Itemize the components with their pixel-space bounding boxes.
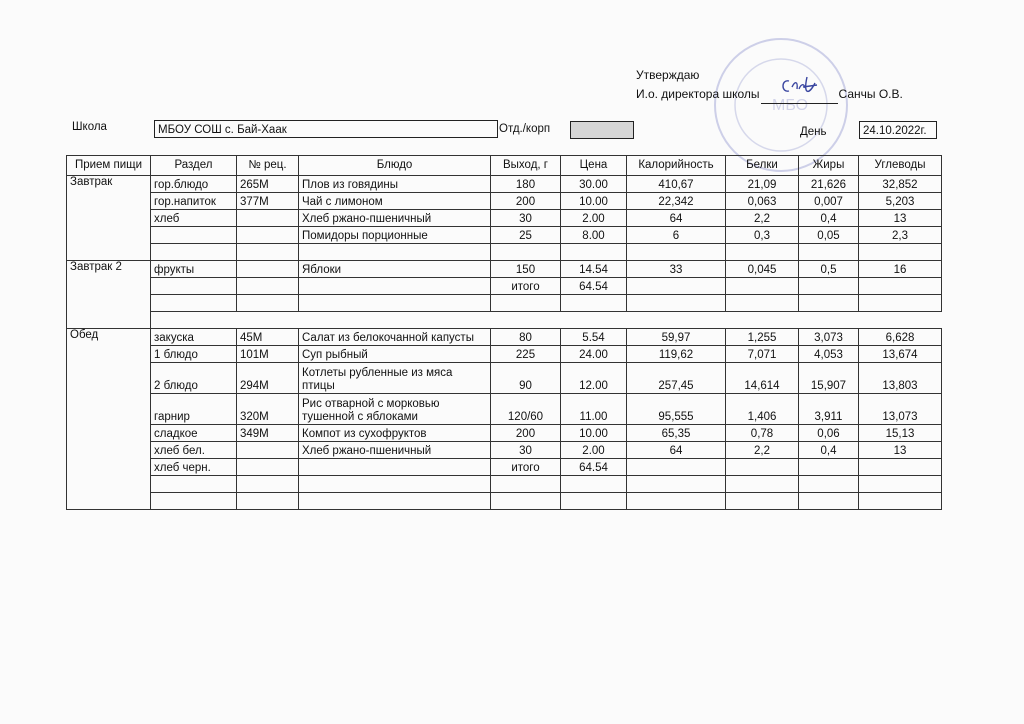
cell-price: 11.00 — [561, 394, 627, 425]
cell-price: 14.54 — [561, 261, 627, 278]
table-row — [67, 227, 942, 244]
table-row — [67, 329, 942, 346]
cell-calories: 59,97 — [627, 329, 726, 346]
cell-carbs: 2,3 — [859, 227, 942, 244]
cell-dish: Рис отварной с морковью тушенной с яблоками — [299, 394, 491, 425]
cell-recipe: 265М — [237, 176, 299, 193]
table-row-empty — [67, 312, 942, 329]
cell-yield: 180 — [491, 176, 561, 193]
col-section: Раздел — [151, 156, 237, 176]
cell-price: 10.00 — [561, 193, 627, 210]
cell-carbs: 13,073 — [859, 394, 942, 425]
cell-fat: 0,4 — [799, 210, 859, 227]
cell-price: 2.00 — [561, 442, 627, 459]
cell-section: сладкое — [151, 425, 237, 442]
table-row — [67, 193, 942, 210]
cell-protein: 7,071 — [726, 346, 799, 363]
svg-text:МБО: МБО — [772, 97, 809, 114]
col-yield: Выход, г — [491, 156, 561, 176]
cell-section: хлеб — [151, 210, 237, 227]
cell-protein: 0,78 — [726, 425, 799, 442]
cell-dish: Хлеб ржано-пшеничный — [299, 442, 491, 459]
cell-recipe: 45М — [237, 329, 299, 346]
cell-recipe — [237, 261, 299, 278]
cell-calories: 64 — [627, 210, 726, 227]
meal-breakfast-2: Завтрак 2 — [67, 261, 151, 329]
cell-fat: 3,073 — [799, 329, 859, 346]
school-field: МБОУ СОШ с. Бай-Хаак — [154, 120, 498, 138]
cell-section: хлеб бел. — [151, 442, 237, 459]
cell-dish: Помидоры порционные — [299, 227, 491, 244]
col-calories: Калорийность — [627, 156, 726, 176]
cell-price: 8.00 — [561, 227, 627, 244]
cell-protein: 1,406 — [726, 394, 799, 425]
cell-carbs: 15,13 — [859, 425, 942, 442]
cell-price: 10.00 — [561, 425, 627, 442]
cell-dish: Яблоки — [299, 261, 491, 278]
total-value: 64.54 — [561, 278, 627, 295]
table-row-empty — [67, 244, 942, 261]
cell-calories: 64 — [627, 442, 726, 459]
cell-dish: Котлеты рубленные из мяса птицы — [299, 363, 491, 394]
approval-block — [636, 66, 903, 104]
cell-dish: Хлеб ржано-пшеничный — [299, 210, 491, 227]
table-row — [67, 210, 942, 227]
cell-calories: 257,45 — [627, 363, 726, 394]
cell-protein: 0,045 — [726, 261, 799, 278]
cell-yield: 200 — [491, 193, 561, 210]
col-recipe: № рец. — [237, 156, 299, 176]
cell-yield: 30 — [491, 210, 561, 227]
cell-recipe: 349М — [237, 425, 299, 442]
cell-protein: 21,09 — [726, 176, 799, 193]
cell-calories: 22,342 — [627, 193, 726, 210]
cell-carbs: 13 — [859, 210, 942, 227]
cell-carbs: 13,803 — [859, 363, 942, 394]
cell-recipe: 101М — [237, 346, 299, 363]
cell-recipe: 294М — [237, 363, 299, 394]
signature-icon — [779, 73, 819, 97]
total-value: 64.54 — [561, 459, 627, 476]
cell-fat: 0,4 — [799, 442, 859, 459]
cell-yield: 80 — [491, 329, 561, 346]
cell-protein: 2,2 — [726, 210, 799, 227]
cell-price: 5.54 — [561, 329, 627, 346]
cell-recipe — [237, 210, 299, 227]
cell-section: закуска — [151, 329, 237, 346]
table-row — [67, 261, 942, 278]
cell-section: 2 блюдо — [151, 363, 237, 394]
meal-breakfast: Завтрак — [67, 176, 151, 261]
cell-yield: 90 — [491, 363, 561, 394]
cell-fat: 0,5 — [799, 261, 859, 278]
cell-recipe — [237, 442, 299, 459]
cell-carbs: 32,852 — [859, 176, 942, 193]
table-row — [67, 176, 942, 193]
table-row — [67, 442, 942, 459]
cell-calories: 119,62 — [627, 346, 726, 363]
col-carbs: Углеводы — [859, 156, 942, 176]
date-field: 24.10.2022г. — [859, 121, 937, 139]
cell-calories: 410,67 — [627, 176, 726, 193]
day-label: День — [800, 126, 827, 138]
cell-fat: 0,06 — [799, 425, 859, 442]
cell-carbs: 16 — [859, 261, 942, 278]
cell-yield: 200 — [491, 425, 561, 442]
dept-field — [570, 121, 634, 139]
col-fat: Жиры — [799, 156, 859, 176]
cell-protein: 1,255 — [726, 329, 799, 346]
cell-section: 1 блюдо — [151, 346, 237, 363]
approval-position: И.о. директора школы — [636, 87, 760, 101]
cell-fat: 3,911 — [799, 394, 859, 425]
cell-dish: Суп рыбный — [299, 346, 491, 363]
cell-price: 2.00 — [561, 210, 627, 227]
total-label: итого — [491, 459, 561, 476]
dept-label: Отд./корп — [499, 123, 551, 135]
col-price: Цена — [561, 156, 627, 176]
cell-price: 12.00 — [561, 363, 627, 394]
cell-fat: 0,05 — [799, 227, 859, 244]
col-protein: Белки — [726, 156, 799, 176]
cell-carbs: 6,628 — [859, 329, 942, 346]
cell-dish: Салат из белокочанной капусты — [299, 329, 491, 346]
cell-calories: 6 — [627, 227, 726, 244]
cell-section: фрукты — [151, 261, 237, 278]
cell-fat: 0,007 — [799, 193, 859, 210]
meal-lunch: Обед — [67, 329, 151, 510]
cell-carbs: 13,674 — [859, 346, 942, 363]
cell-protein: 2,2 — [726, 442, 799, 459]
cell-yield: 225 — [491, 346, 561, 363]
cell-fat: 4,053 — [799, 346, 859, 363]
cell-section: гор.блюдо — [151, 176, 237, 193]
approval-title: Утверждаю — [636, 68, 700, 82]
cell-recipe: 377М — [237, 193, 299, 210]
cell-section — [151, 227, 237, 244]
approval-name: Санчы О.В. — [838, 87, 903, 101]
cell-yield: 30 — [491, 442, 561, 459]
cell-yield: 120/60 — [491, 394, 561, 425]
cell-dish: Компот из сухофруктов — [299, 425, 491, 442]
cell-dish: Чай с лимоном — [299, 193, 491, 210]
col-dish: Блюдо — [299, 156, 491, 176]
cell-price: 24.00 — [561, 346, 627, 363]
cell-price: 30.00 — [561, 176, 627, 193]
cell-protein: 0,3 — [726, 227, 799, 244]
cell-dish: Плов из говядины — [299, 176, 491, 193]
table-row-total — [67, 278, 942, 295]
cell-yield: 25 — [491, 227, 561, 244]
col-meal: Прием пищи — [67, 156, 151, 176]
cell-calories: 95,555 — [627, 394, 726, 425]
table-row — [67, 394, 942, 425]
cell-fat: 21,626 — [799, 176, 859, 193]
table-row — [67, 425, 942, 442]
table-row-empty — [67, 493, 942, 510]
cell-recipe — [237, 227, 299, 244]
cell-yield: 150 — [491, 261, 561, 278]
table-row-empty — [67, 476, 942, 493]
cell-carbs: 13 — [859, 442, 942, 459]
table-header-row — [67, 156, 942, 176]
table-row-empty — [67, 295, 942, 312]
menu-table — [66, 155, 942, 510]
cell-fat: 15,907 — [799, 363, 859, 394]
total-label: итого — [491, 278, 561, 295]
cell-protein: 0,063 — [726, 193, 799, 210]
cell-section: хлеб черн. — [151, 459, 237, 476]
table-row — [67, 363, 942, 394]
cell-recipe: 320М — [237, 394, 299, 425]
cell-carbs: 5,203 — [859, 193, 942, 210]
cell-section: гор.напиток — [151, 193, 237, 210]
school-label: Школа — [72, 121, 107, 133]
cell-section: гарнир — [151, 394, 237, 425]
cell-calories: 65,35 — [627, 425, 726, 442]
cell-calories: 33 — [627, 261, 726, 278]
table-row — [67, 346, 942, 363]
table-row-total — [67, 459, 942, 476]
signature-line — [761, 89, 838, 104]
cell-protein: 14,614 — [726, 363, 799, 394]
